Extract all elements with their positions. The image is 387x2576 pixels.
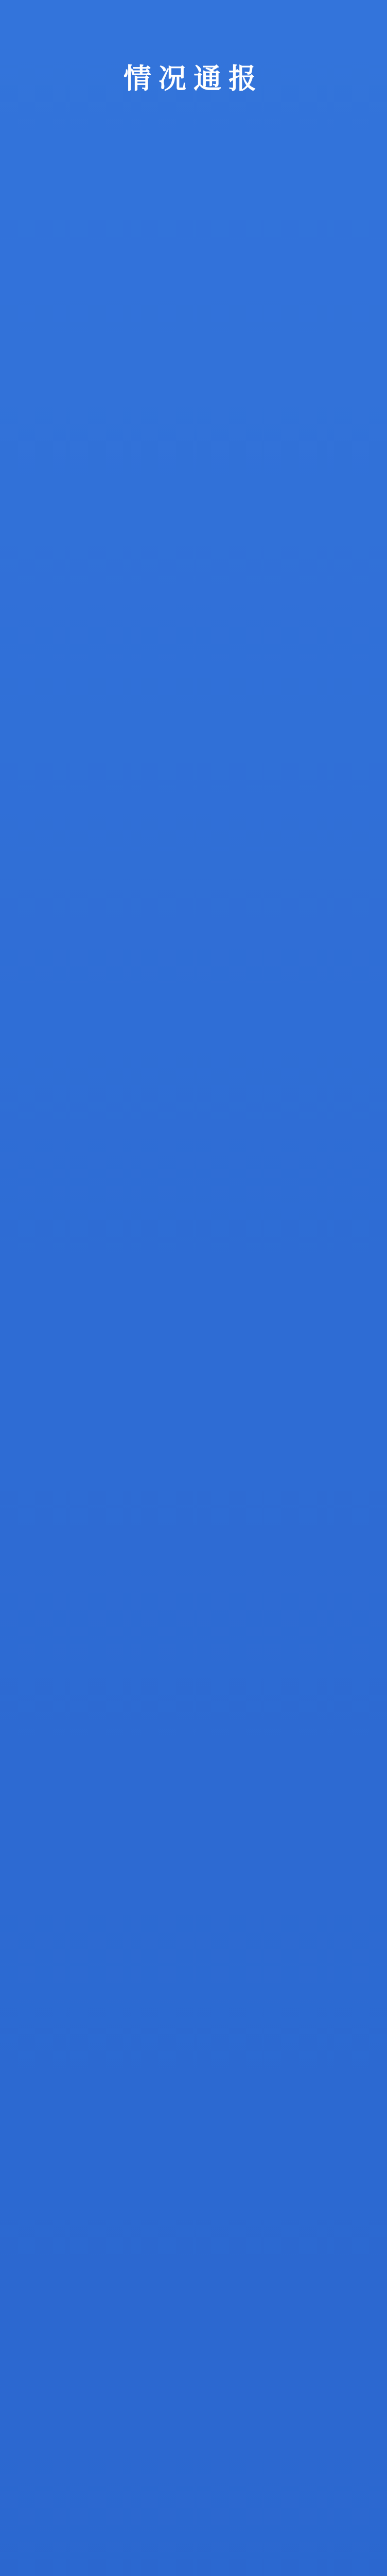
section-heading bbox=[29, 468, 358, 495]
body-paragraph bbox=[29, 246, 358, 273]
section-heading bbox=[29, 153, 358, 180]
body-paragraph bbox=[29, 120, 358, 147]
notice-body bbox=[29, 120, 358, 557]
section-heading bbox=[29, 404, 358, 431]
body-paragraph bbox=[29, 435, 358, 462]
body-paragraph bbox=[29, 215, 358, 242]
section-heading bbox=[29, 310, 358, 336]
notice-title: 情况通报 bbox=[124, 62, 263, 95]
body-paragraph bbox=[29, 341, 358, 367]
body-paragraph bbox=[29, 184, 358, 211]
body-paragraph bbox=[29, 277, 358, 303]
body-paragraph bbox=[29, 530, 358, 557]
body-paragraph bbox=[29, 499, 358, 526]
body-paragraph bbox=[29, 371, 358, 398]
